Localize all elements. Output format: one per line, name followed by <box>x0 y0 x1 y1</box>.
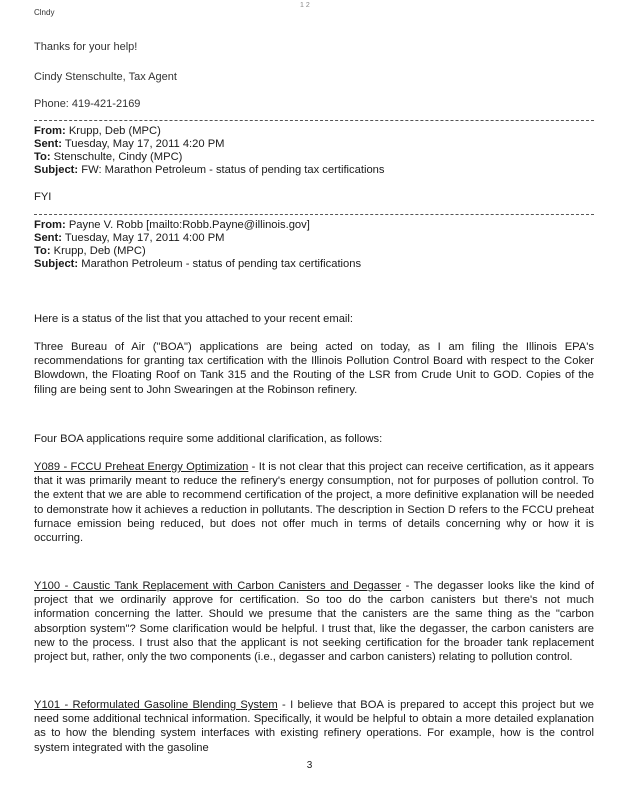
item-y089 <box>34 460 594 545</box>
forward-note: FYI <box>34 191 52 203</box>
scan-mark: 1 2 <box>300 2 310 9</box>
header-divider <box>34 120 594 121</box>
original-sent: Sent: Tuesday, May 17, 2011 4:00 PM <box>34 232 225 244</box>
item-y100-title-a: Y100 - Caustic Tank Replacement with <box>34 580 238 592</box>
forward-from: From: Krupp, Deb (MPC) <box>34 125 161 137</box>
item-y089-title: Y089 - FCCU Preheat Energy Optimization <box>34 461 249 473</box>
original-to: To: Krupp, Deb (MPC) <box>34 245 146 257</box>
body-intro: Here is a status of the list that you attached to your recent email: <box>34 313 354 325</box>
forward-subject: Subject: FW: Marathon Petroleum - status of pending tax certifications <box>34 164 385 176</box>
reply-thanks: Thanks for your help! <box>34 41 138 53</box>
signature-phone: Phone: 419-421-2169 <box>34 98 141 110</box>
page-number: 3 <box>306 760 313 771</box>
item-y101-title: Y101 - Reformulated Gasoline Blending System <box>34 699 278 711</box>
forward-sent: Sent: Tuesday, May 17, 2011 4:20 PM <box>34 138 225 150</box>
item-y100-text: - The degasser looks like the kind of project that we ordinarily approve for certification. So too do the carbon canisters but there's not much information concerning the latter. Should we presume that the canisters are the same thing as the "carbon absorption system"? Some clarification would be helpful. I trust that, like the degasser, the carbon canisters are new to the process. I trust also that the applicant is not seeking certification for the broader tank replacement project but, rather, only the two components (i.e., degasser and carbon canisters) relating to pollution control. <box>34 580 594 664</box>
header-divider-2 <box>34 214 594 215</box>
original-from: From: Payne V. Robb [mailto:Robb.Payne@illinois.gov] <box>34 219 310 231</box>
original-subject: Subject: Marathon Petroleum - status of pending tax certifications <box>34 258 362 270</box>
reply-initials: Clndy <box>34 8 55 17</box>
signature-name: Cindy Stenschulte, Tax Agent <box>34 71 177 83</box>
body-paragraph-1: Three Bureau of Air ("BOA") applications are being acted on today, as I am filing the Illinois EPA's recommendations for granting tax certification with the Illinois Pollution Control Board with respect to the Coker Blowdown, the Floating Roof on Tank 315 and the Routing of the LSR from Crude Unit to GOD. Copies of the filing are being sent to John Swearingen at the Robinson refinery. <box>34 341 594 396</box>
forward-to: To: Stenschulte, Cindy (MPC) <box>34 151 183 163</box>
item-y101 <box>34 698 594 755</box>
item-y100 <box>34 579 594 664</box>
item-y100-title-b: Carbon Canisters and Degasser <box>237 580 402 592</box>
item-y089-text: - It is not clear that this project can receive certification, as it appears that it was primarily meant to reduce the refinery's energy consumption, not for purposes of pollution control. To the extent that we are able to recommend certification of the project, a more definitive explanation will be needed to demonstrate how it achieves a reduction in pollutants. The description in Section D refers to the FCCU preheat furnace emission being reduced, but does not offer much in terms of details concerning why or how it is occurring. <box>34 461 594 545</box>
item-y101-text: - I believe that BOA is prepared to accept this project but we need some additional technical information. Specifically, it would be helpful to obtain a more detailed explanation as to how the blending system interfaces with existing refinery operations. For example, how is the control system integrated with the gasoline <box>34 699 594 754</box>
body-paragraph-2: Four BOA applications require some additional clarification, as follows: <box>34 433 383 445</box>
